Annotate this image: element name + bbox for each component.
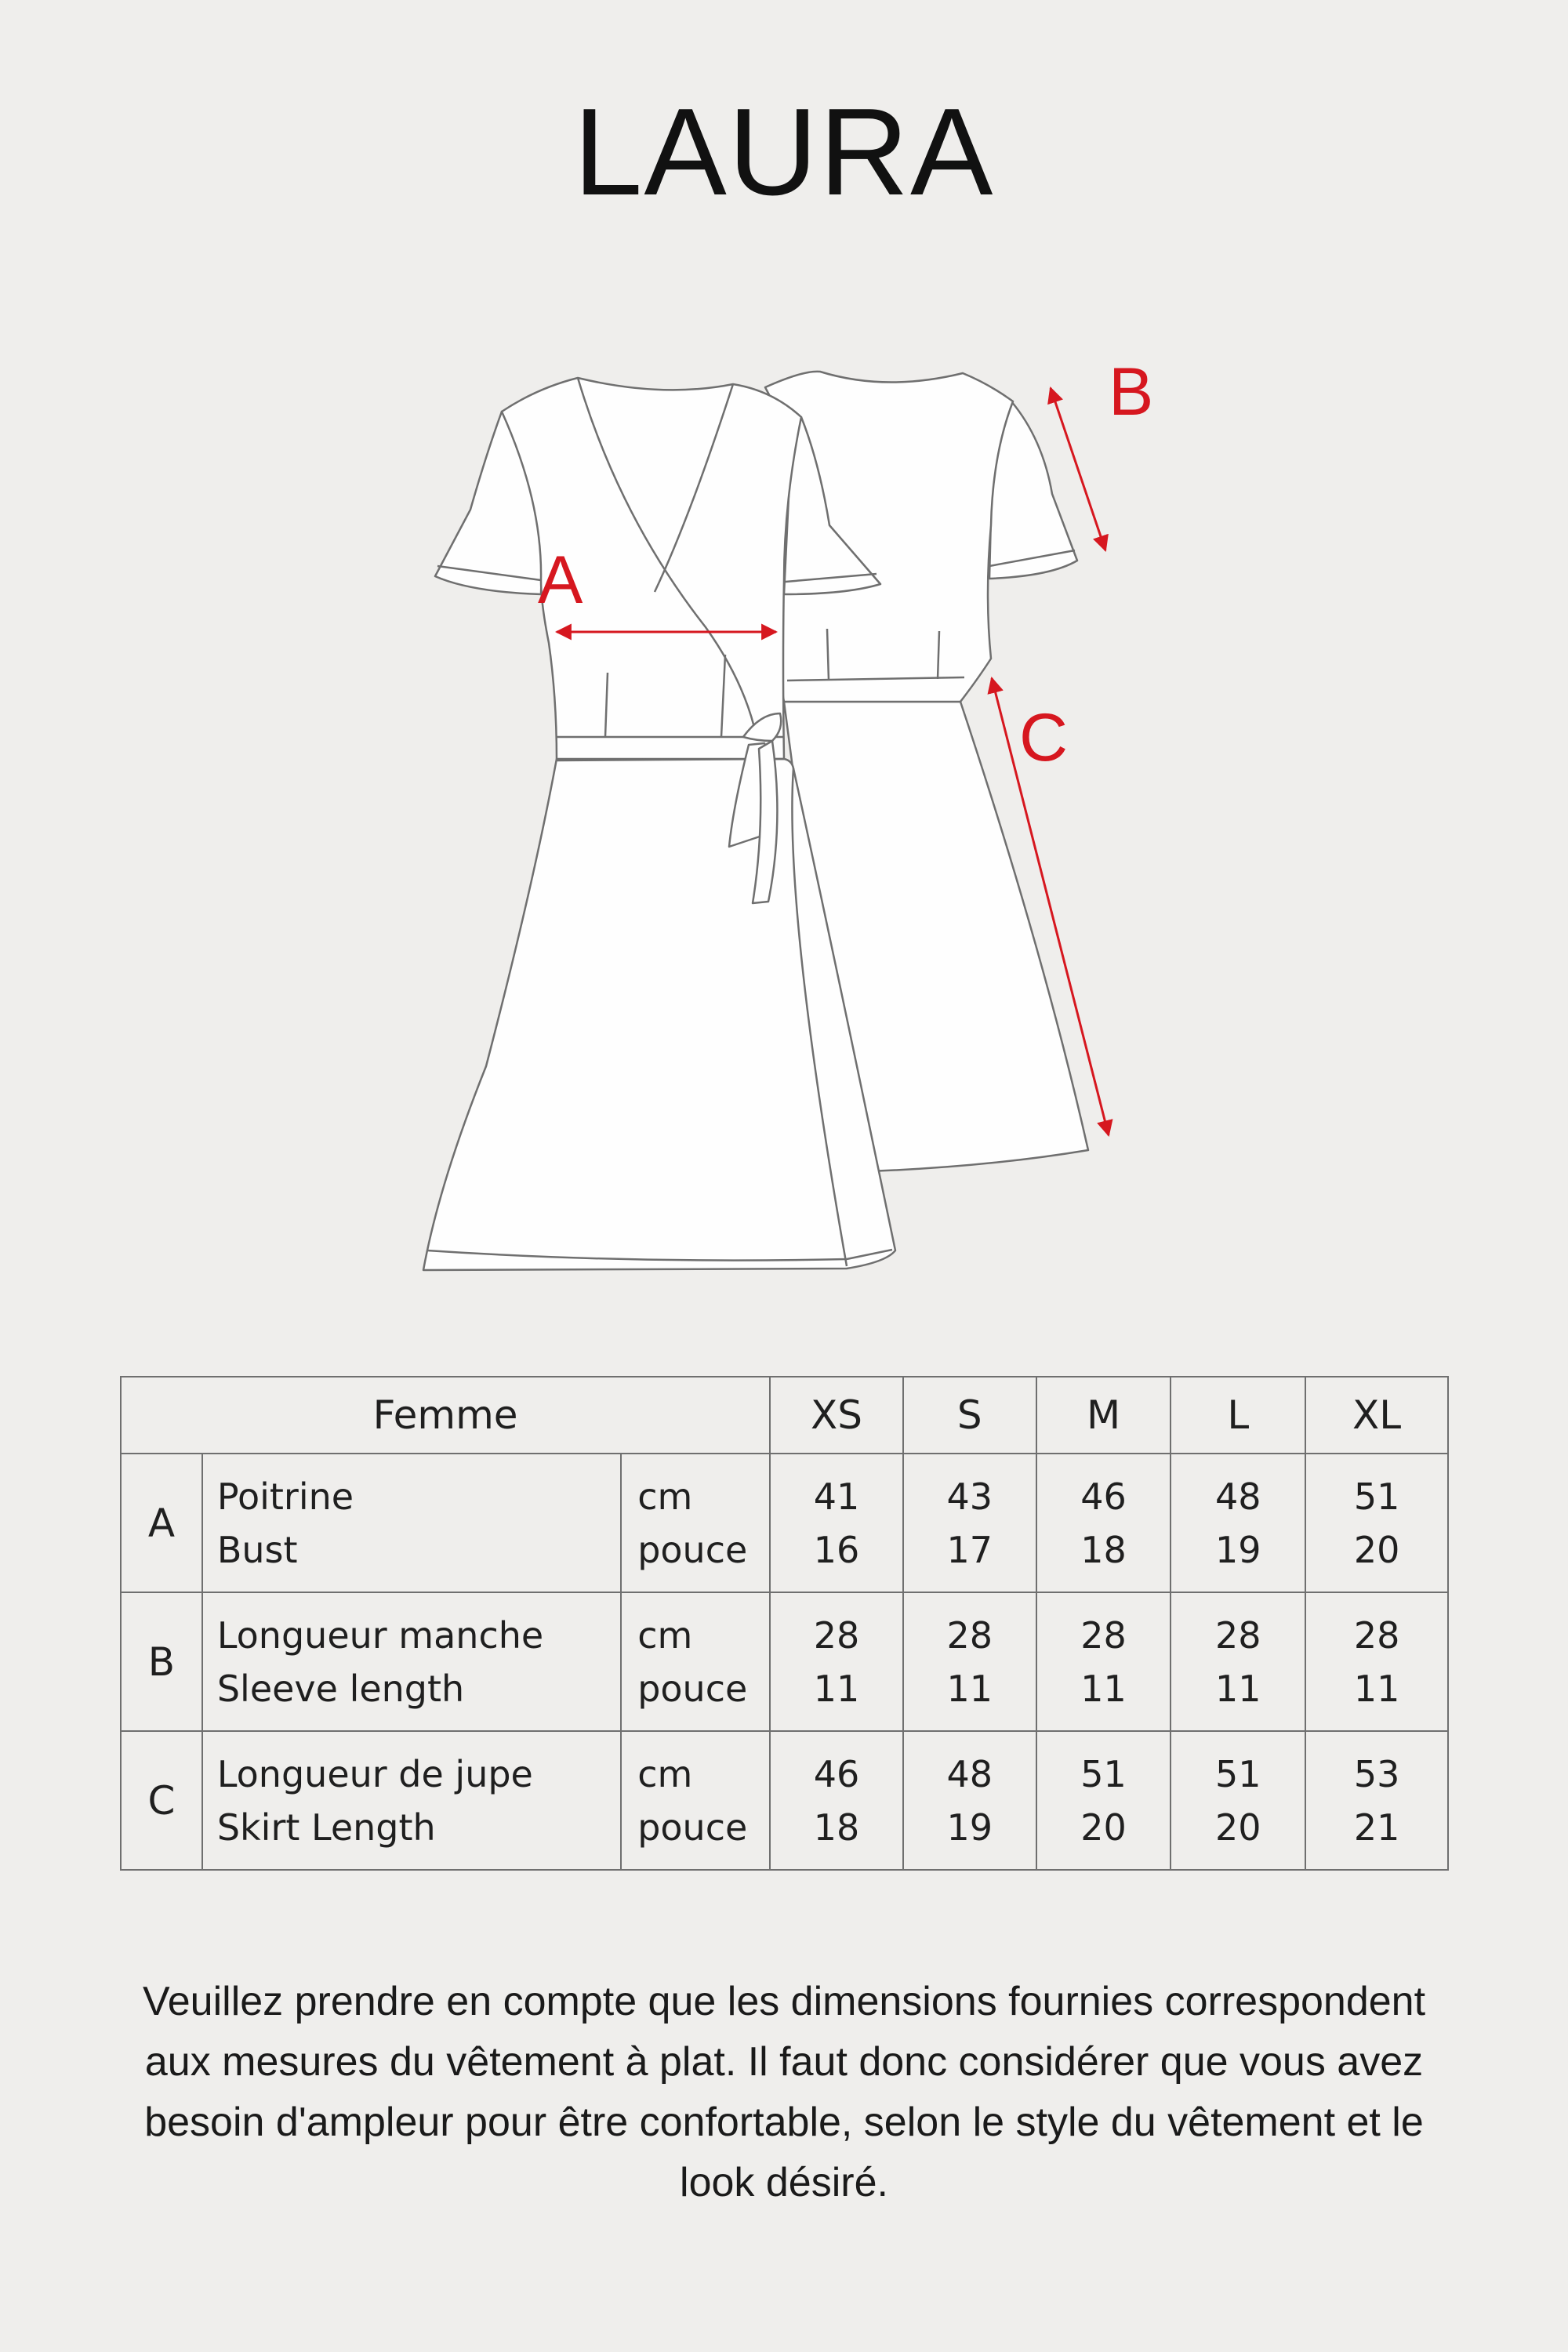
unit-cm: cm bbox=[637, 1613, 693, 1657]
size-chart-table bbox=[120, 1376, 1449, 1871]
size-value-cell bbox=[1036, 1731, 1171, 1870]
dress-technical-drawing bbox=[0, 345, 1568, 1301]
unit-cm: cm bbox=[637, 1475, 693, 1518]
size-value-cell bbox=[903, 1592, 1036, 1731]
label-fr: Longueur de jupe bbox=[216, 1752, 533, 1795]
value-inch: 20 bbox=[1080, 1806, 1127, 1849]
size-value-cell bbox=[1171, 1731, 1305, 1870]
unit-cell bbox=[621, 1731, 770, 1870]
value-cm: 51 bbox=[1353, 1475, 1400, 1518]
unit-cell bbox=[621, 1592, 770, 1731]
measurement-label bbox=[202, 1592, 621, 1731]
measurement-label bbox=[202, 1731, 621, 1870]
value-cm: 43 bbox=[946, 1475, 993, 1518]
value-cm: 48 bbox=[946, 1752, 993, 1795]
header-size: S bbox=[903, 1377, 1036, 1454]
value-inch: 11 bbox=[946, 1667, 993, 1710]
table-header-row bbox=[121, 1377, 1448, 1454]
value-cm: 28 bbox=[946, 1613, 993, 1657]
row-letter: C bbox=[121, 1731, 202, 1870]
value-cm: 28 bbox=[1080, 1613, 1127, 1657]
size-value-cell bbox=[770, 1592, 903, 1731]
header-size: XL bbox=[1305, 1377, 1448, 1454]
value-inch: 21 bbox=[1353, 1806, 1400, 1849]
table-row bbox=[121, 1592, 1448, 1731]
unit-inch: pouce bbox=[637, 1667, 748, 1710]
size-value-cell bbox=[770, 1731, 903, 1870]
value-cm: 28 bbox=[1353, 1613, 1400, 1657]
value-cm: 48 bbox=[1215, 1475, 1261, 1518]
value-inch: 20 bbox=[1353, 1528, 1400, 1571]
value-inch: 11 bbox=[1080, 1667, 1127, 1710]
value-cm: 53 bbox=[1353, 1752, 1400, 1795]
unit-cell bbox=[621, 1454, 770, 1592]
value-inch: 16 bbox=[813, 1528, 860, 1571]
page-title: LAURA bbox=[573, 83, 995, 221]
header-group: Femme bbox=[121, 1377, 770, 1454]
size-value-cell bbox=[1305, 1592, 1448, 1731]
label-en: Skirt Length bbox=[216, 1806, 436, 1849]
value-cm: 46 bbox=[1080, 1475, 1127, 1518]
value-inch: 18 bbox=[813, 1806, 860, 1849]
size-value-cell bbox=[1036, 1592, 1171, 1731]
value-inch: 20 bbox=[1215, 1806, 1261, 1849]
value-inch: 11 bbox=[813, 1667, 860, 1710]
size-value-cell bbox=[1036, 1454, 1171, 1592]
value-inch: 17 bbox=[946, 1528, 993, 1571]
table-row bbox=[121, 1454, 1448, 1592]
size-value-cell bbox=[1171, 1454, 1305, 1592]
label-fr: Longueur manche bbox=[216, 1613, 544, 1657]
label-fr: Poitrine bbox=[216, 1475, 354, 1518]
value-inch: 18 bbox=[1080, 1528, 1127, 1571]
header-size: M bbox=[1036, 1377, 1171, 1454]
value-inch: 19 bbox=[946, 1806, 993, 1849]
row-letter: B bbox=[121, 1592, 202, 1731]
row-letter: A bbox=[121, 1454, 202, 1592]
header-size: XS bbox=[770, 1377, 903, 1454]
label-en: Bust bbox=[216, 1528, 298, 1571]
size-value-cell bbox=[1305, 1731, 1448, 1870]
value-cm: 46 bbox=[813, 1752, 860, 1795]
unit-inch: pouce bbox=[637, 1806, 748, 1849]
label-c: C bbox=[1019, 700, 1069, 775]
unit-inch: pouce bbox=[637, 1528, 748, 1571]
size-value-cell bbox=[1305, 1454, 1448, 1592]
value-cm: 28 bbox=[813, 1613, 860, 1657]
value-inch: 11 bbox=[1353, 1667, 1400, 1710]
size-value-cell bbox=[770, 1454, 903, 1592]
value-cm: 51 bbox=[1080, 1752, 1127, 1795]
label-a: A bbox=[538, 543, 583, 618]
table-row bbox=[121, 1731, 1448, 1870]
size-value-cell bbox=[903, 1454, 1036, 1592]
value-cm: 41 bbox=[813, 1475, 860, 1518]
value-inch: 19 bbox=[1215, 1528, 1261, 1571]
header-size: L bbox=[1171, 1377, 1305, 1454]
value-inch: 11 bbox=[1215, 1667, 1261, 1710]
value-cm: 51 bbox=[1215, 1752, 1261, 1795]
unit-cm: cm bbox=[637, 1752, 693, 1795]
label-b: B bbox=[1109, 354, 1154, 430]
size-value-cell bbox=[903, 1731, 1036, 1870]
size-value-cell bbox=[1171, 1592, 1305, 1731]
label-en: Sleeve length bbox=[216, 1667, 465, 1710]
measurement-label bbox=[202, 1454, 621, 1592]
fit-note: Veuillez prendre en compte que les dimensions fournies correspondent aux mesures du vêtement à plat. Il faut donc considérer que vous avez besoin d'ampleur pour être confortable, selon le style du vêtement et le look désiré. bbox=[142, 1979, 1426, 2205]
value-cm: 28 bbox=[1215, 1613, 1261, 1657]
